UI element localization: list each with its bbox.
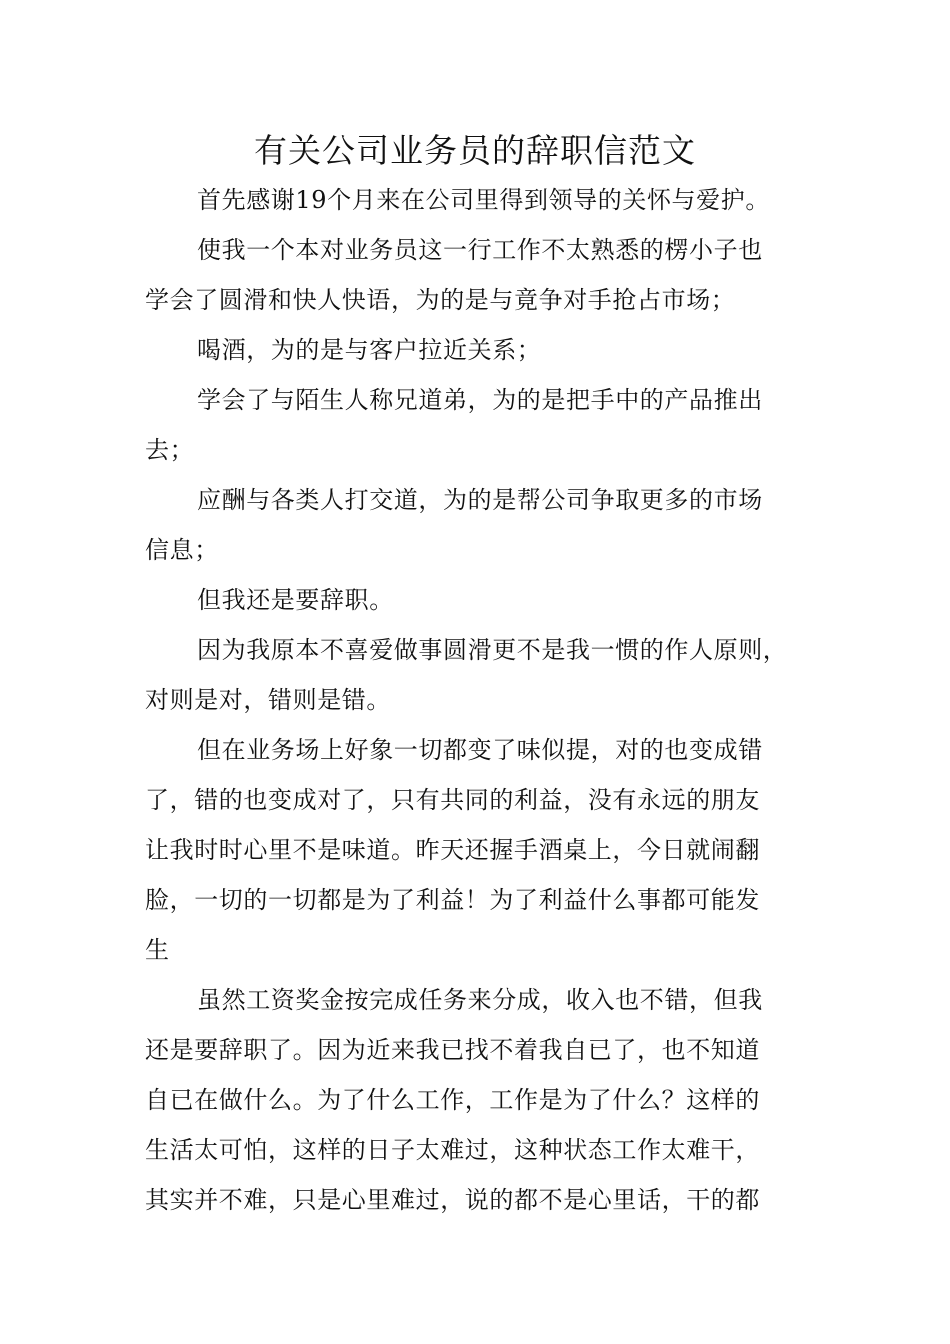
body-line: 喝酒，为的是与客户拉近关系； xyxy=(197,336,542,364)
body-line: 生 xyxy=(145,936,170,964)
body-line: 去； xyxy=(145,436,195,464)
body-line: 但我还是要辞职。 xyxy=(197,586,394,614)
body-line: 了，错的也变成对了，只有共同的利益，没有永远的朋友 xyxy=(145,786,760,814)
body-line: 但在业务场上好象一切都变了味似提，对的也变成错 xyxy=(197,736,763,764)
body-line: 信息； xyxy=(145,536,219,564)
body-line: 学会了与陌生人称兄道弟，为的是把手中的产品推出 xyxy=(197,386,763,414)
body-line: 对则是对，错则是错。 xyxy=(145,686,391,714)
body-line: 学会了圆滑和快人快语，为的是与竟争对手抢占市场； xyxy=(145,286,736,314)
body-line: 还是要辞职了。因为近来我已找不着我自已了，也不知道 xyxy=(145,1036,760,1064)
body-line: 生活太可怕，这样的日子太难过，这种状态工作太难干， xyxy=(145,1136,760,1164)
body-line: 因为我原本不喜爱做事圆滑更不是我一惯的作人原则， xyxy=(197,636,788,664)
body-line: 首先感谢19个月来在公司里得到领导的关怀与爱护。 xyxy=(197,186,770,214)
body-line: 使我一个本对业务员这一行工作不太熟悉的楞小子也 xyxy=(197,236,763,264)
body-line: 脸，一切的一切都是为了利益！为了利益什么事都可能发 xyxy=(145,886,760,914)
body-line: 虽然工资奖金按完成任务来分成，收入也不错，但我 xyxy=(197,986,763,1014)
body-line: 应酬与各类人打交道，为的是帮公司争取更多的市场 xyxy=(197,486,763,514)
document-body xyxy=(145,175,825,1225)
body-line: 其实并不难，只是心里难过，说的都不是心里话，干的都 xyxy=(145,1186,760,1214)
document-title: 有关公司业务员的辞职信范文 xyxy=(254,131,696,170)
body-line: 让我时时心里不是味道。昨天还握手酒桌上，今日就闹翻 xyxy=(145,836,760,864)
body-line: 自已在做什么。为了什么工作，工作是为了什么？这样的 xyxy=(145,1086,760,1114)
